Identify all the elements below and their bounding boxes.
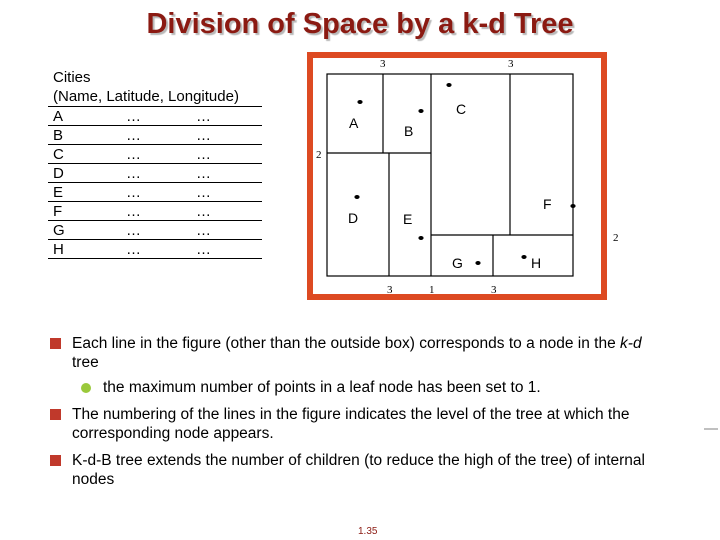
city-row (48, 202, 262, 221)
city-lat: … (126, 165, 141, 182)
city-name: B (53, 127, 64, 144)
point-dot (354, 195, 359, 199)
point-dot (418, 236, 423, 240)
point-label-f: F (543, 196, 552, 212)
sub-bullet-item (50, 378, 670, 397)
point-label-a: A (349, 115, 359, 131)
city-name: C (53, 146, 64, 163)
city-name: F (53, 203, 63, 220)
bullet-item (50, 451, 670, 489)
level-label: 3 (387, 284, 393, 296)
level-label: 1 (429, 284, 435, 296)
bullet-text-3: K-d-B tree extends the number of children (to reduce the high of the tree) of internal nodes (72, 452, 645, 488)
point-label-b: B (404, 123, 414, 139)
point-dot (357, 100, 362, 104)
city-lon: … (196, 146, 211, 163)
city-lat: … (126, 203, 141, 220)
city-lon: … (196, 241, 211, 258)
point-label-d: D (348, 210, 359, 226)
point-dot (570, 204, 575, 208)
city-lat: … (126, 241, 141, 258)
point-dot (475, 261, 480, 265)
bullet-square-icon (50, 409, 61, 420)
bullet-square-icon (50, 338, 61, 349)
bullet-text-1a: Each line in the figure (other than the outside box) corresponds to a node in the (72, 335, 621, 352)
level-label: 2 (316, 149, 322, 161)
city-name: H (53, 241, 64, 258)
level-label: 3 (380, 58, 386, 70)
level-label: 3 (491, 284, 497, 296)
bullet-dot-icon (81, 383, 91, 393)
point-label-g: G (452, 255, 463, 271)
city-row (48, 221, 262, 240)
point-dot (418, 109, 423, 113)
city-row (48, 126, 262, 145)
city-lat: … (126, 108, 141, 125)
city-lon: … (196, 108, 211, 125)
point-label-h: H (531, 255, 542, 271)
bullet-item (50, 334, 670, 372)
bullet-item (50, 405, 670, 443)
city-lon: … (196, 127, 211, 144)
city-name: A (53, 108, 64, 125)
city-lat: … (126, 146, 141, 163)
kd-tree-figure (307, 52, 619, 300)
bullet-list (50, 334, 670, 497)
city-lon: … (196, 203, 211, 220)
point-dot (446, 83, 451, 87)
city-row (48, 183, 262, 202)
city-name: E (53, 184, 64, 201)
cities-columns-header: (Name, Latitude, Longitude) (48, 87, 262, 107)
kd-tree-diagram (307, 52, 619, 300)
city-lat: … (126, 222, 141, 239)
city-row (48, 164, 262, 183)
city-lat: … (126, 184, 141, 201)
page-number: 1.35 (358, 526, 378, 537)
city-lat: … (126, 127, 141, 144)
slide-title: Division of Space by a k-d Tree (146, 8, 574, 40)
city-lon: … (196, 184, 211, 201)
bullet-text-1b: tree (72, 354, 99, 371)
city-name: G (53, 222, 65, 239)
bullet-text-1-em: k-d (620, 335, 642, 352)
level-label: 2 (613, 232, 619, 244)
level-label: 3 (508, 58, 514, 70)
decorative-mark (704, 428, 718, 430)
sub-bullet-text: the maximum number of points in a leaf node has been set to 1. (103, 379, 541, 396)
point-label-e: E (403, 211, 413, 227)
city-lon: … (196, 165, 211, 182)
cities-header: Cities (53, 69, 91, 86)
cities-table (48, 68, 262, 259)
city-lon: … (196, 222, 211, 239)
point-label-c: C (456, 101, 467, 117)
bullet-text-2: The numbering of the lines in the figure indicates the level of the tree at which the corresponding node appears. (72, 406, 630, 442)
bullet-square-icon (50, 455, 61, 466)
city-row (48, 240, 262, 259)
city-row (48, 145, 262, 164)
city-row (48, 107, 262, 126)
city-name: D (53, 165, 64, 182)
point-dot (521, 255, 526, 259)
